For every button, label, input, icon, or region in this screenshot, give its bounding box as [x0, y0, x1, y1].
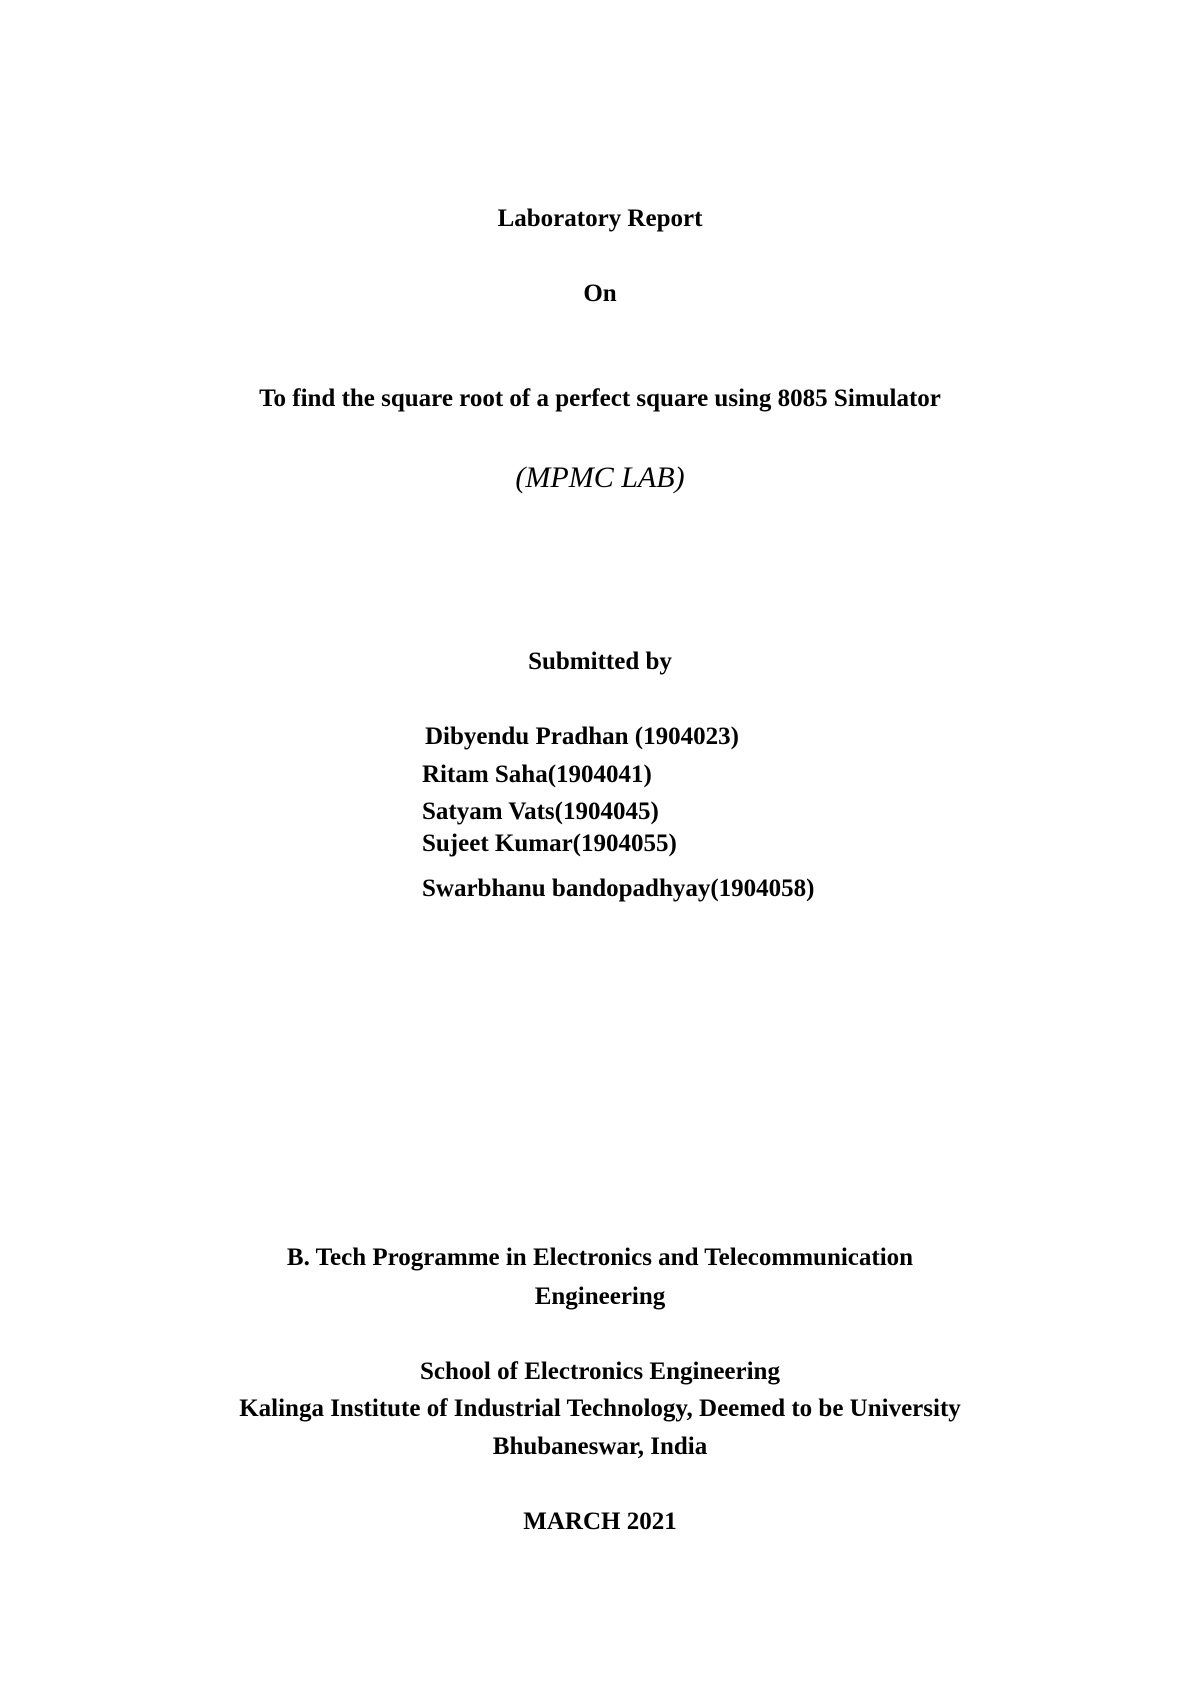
programme-line-2: Engineering	[534, 1283, 666, 1310]
author-item: Swarbhanu bandopadhyay(1904058)	[422, 875, 815, 902]
submission-date: MARCH 2021	[523, 1508, 677, 1535]
university-name: Kalinga Institute of Industrial Technology, Deemed to be University	[239, 1395, 961, 1422]
programme-line-1: B. Tech Programme in Electronics and Telecommunication	[286, 1244, 914, 1271]
author-item: Dibyendu Pradhan (1904023)	[425, 723, 739, 750]
author-item: Satyam Vats(1904045)	[422, 798, 659, 825]
lab-name: (MPMC LAB)	[515, 461, 685, 494]
location: Bhubaneswar, India	[492, 1433, 708, 1460]
submitted-by-label: Submitted by	[528, 648, 672, 675]
school-name: School of Electronics Engineering	[420, 1358, 780, 1385]
report-title: To find the square root of a perfect square using 8085 Simulator	[259, 385, 941, 412]
report-type-heading: Laboratory Report	[497, 205, 703, 232]
author-item: Ritam Saha(1904041)	[422, 761, 652, 788]
author-item: Sujeet Kumar(1904055)	[422, 830, 677, 857]
on-label: On	[583, 280, 617, 307]
